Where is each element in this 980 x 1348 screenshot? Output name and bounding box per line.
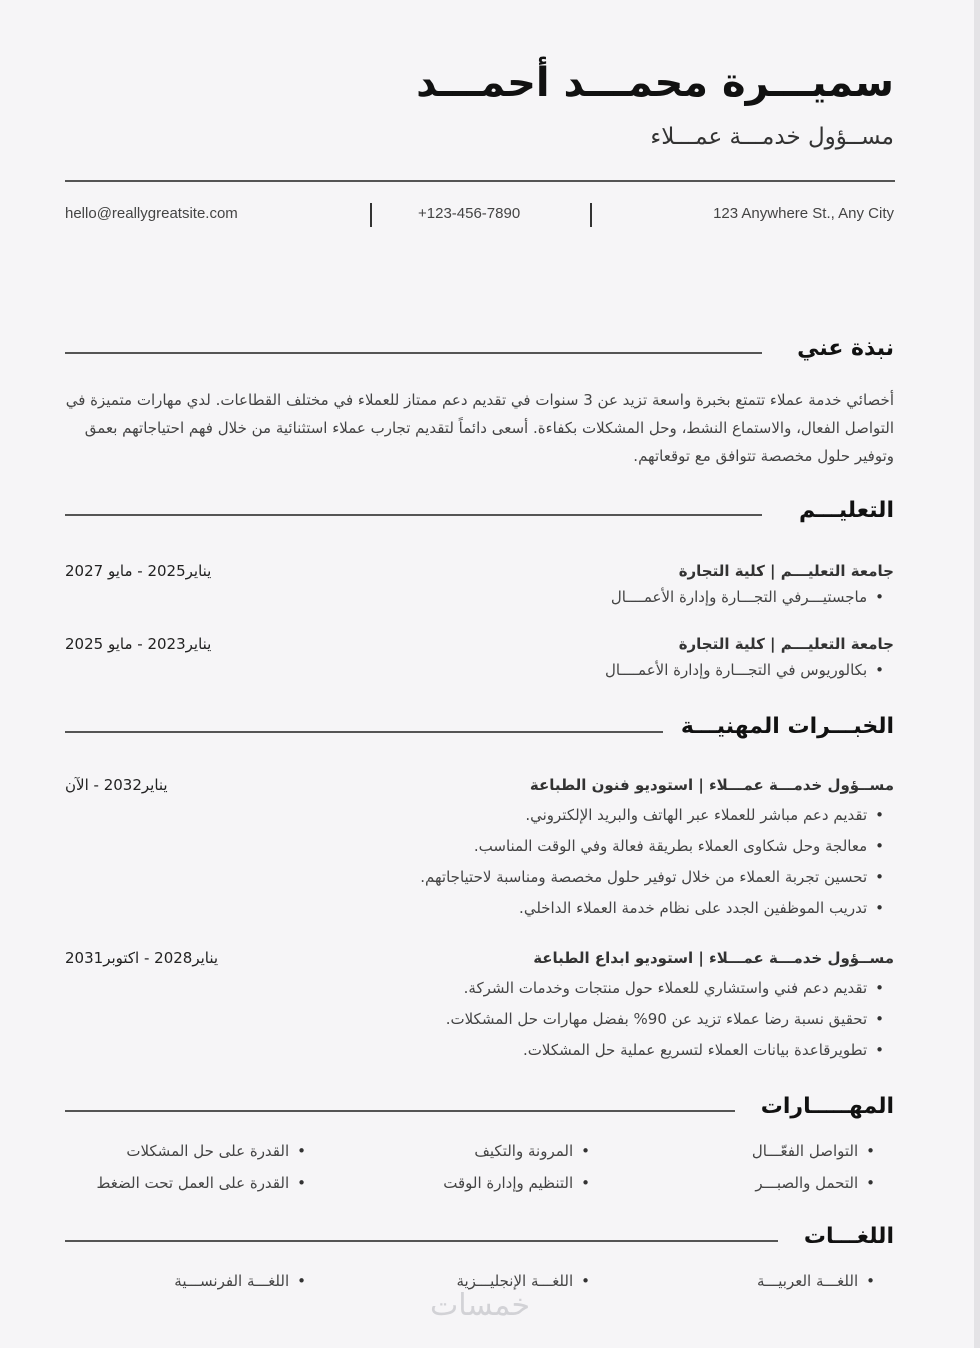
job-duty: • تدريب الموظفين الجدد على نظام خدمة العملاء الداخلي. <box>184 893 884 924</box>
contact-email: hello@reallygreatsite.com <box>65 205 238 222</box>
education-degree: • ماجستيـــرفي التجـــارة وإدارة الأعمــــال <box>611 588 884 606</box>
skill-item: • التواصل الفعّـــال <box>752 1142 875 1160</box>
job-duty: • معالجة وحل شكاوى العملاء بطريقة فعالة وفي الوقت المناسب. <box>184 831 884 862</box>
job-duties-list <box>184 973 884 1066</box>
contact-separator <box>590 203 592 227</box>
skill-item: • التنظيم وإدارة الوقت <box>443 1174 590 1192</box>
job-title: مســؤول خدمـــة عمـــلاء <box>650 124 894 150</box>
skill-item: • المرونة والتكيف <box>474 1142 590 1160</box>
languages-heading: اللغـــات <box>803 1224 894 1249</box>
about-text: أخصائي خدمة عملاء تتمتع بخبرة واسعة تزيد عن 3 سنوات في تقديم دعم ممتاز للعملاء في مختلف القطاعات. لدي مهارات متميزة في التواصل الفعال، والاستماع النشط، وحل المشكلات بكفاءة. أسعى دائماً لتقديم تجارب عملاء استثنائية من خلال فهم احتياجاتهم بعمق وتوفير حلول مخصصة تتوافق مع توقعاتهم. <box>65 391 894 465</box>
education-institution: جامعة التعليـــم | كلية التجارة <box>678 635 894 653</box>
page-edge <box>974 0 980 1348</box>
education-date: يناير2023 - مايو 2025 <box>65 635 212 653</box>
education-institution: جامعة التعليـــم | كلية التجارة <box>678 562 894 580</box>
languages-divider <box>65 1240 778 1242</box>
education-degree: • بكالوريوس في التجـــارة وإدارة الأعمــــال <box>605 661 884 679</box>
skill-item: • القدرة على حل المشكلات <box>126 1142 306 1160</box>
language-item: • اللغـــة الإنجليـــزية <box>456 1272 590 1290</box>
header-divider <box>65 180 895 182</box>
skill-item: • التحمل والصبـــر <box>755 1174 875 1192</box>
job-duty: • تحقيق نسبة رضا عملاء تزيد عن 90% بفضل مهارات حل المشكلات. <box>184 1004 884 1035</box>
language-item: • اللغـــة العربيـــة <box>757 1272 875 1290</box>
job-entry-title: مســؤول خدمـــة عمـــلاء | استوديو ابداع الطباعة <box>533 949 894 967</box>
language-item: • اللغـــة الفرنســـية <box>174 1272 306 1290</box>
contact-phone: +123-456-7890 <box>418 205 521 222</box>
job-entry-date: يناير2028 - اكتوبر2031 <box>65 949 219 967</box>
skills-divider <box>65 1110 735 1112</box>
skill-item: • القدرة على العمل تحت الضغط <box>97 1174 306 1192</box>
education-date: يناير2025 - مايو 2027 <box>65 562 212 580</box>
about-heading: نبذة عني <box>797 336 894 361</box>
job-entry-title: مســؤول خدمـــة عمـــلاء | استوديو فنون الطباعة <box>529 776 894 794</box>
job-duty: • تقديم دعم مباشر للعملاء عبر الهاتف والبريد الإلكتروني. <box>184 800 884 831</box>
contact-address: 123 Anywhere St., Any City <box>713 205 894 222</box>
job-duty: • تحسين تجربة العملاء من خلال توفير حلول مخصصة ومناسبة لاحتياجاتهم. <box>184 862 884 893</box>
job-duties-list <box>184 800 884 924</box>
experience-divider <box>65 731 663 733</box>
skills-heading: المهـــــارات <box>760 1094 894 1119</box>
job-duty: • تطويرقاعدة بيانات العملاء لتسريع عملية حل المشكلات. <box>184 1035 884 1066</box>
contact-separator <box>370 203 372 227</box>
education-heading: التعليـــم <box>799 498 894 523</box>
watermark-logo: خمسات <box>430 1288 531 1323</box>
candidate-name: سميـــرة محمـــد أحمـــد <box>416 60 894 106</box>
education-divider <box>65 514 762 516</box>
about-divider <box>65 352 762 354</box>
job-entry-date: يناير2032 - الآن <box>65 776 168 794</box>
experience-heading: الخبـــرات المهنيـــة <box>680 714 894 739</box>
job-duty: • تقديم دعم فني واستشاري للعملاء حول منتجات وخدمات الشركة. <box>184 973 884 1004</box>
